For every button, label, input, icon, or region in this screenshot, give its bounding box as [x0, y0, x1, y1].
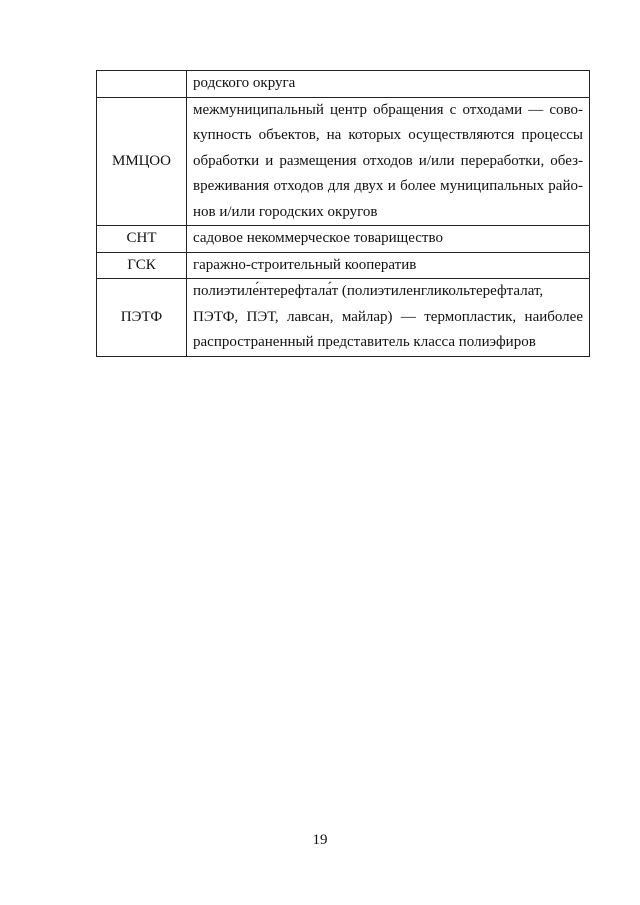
page-number: 19: [312, 832, 328, 848]
abbreviations-table: [96, 70, 590, 357]
definition-line: полиэтиле́нтерефтала́т (полиэтиленгликольтерефталат,: [193, 283, 544, 299]
table-row: [97, 97, 590, 226]
term-cell: ГСК: [97, 252, 187, 279]
definition-cell: [187, 226, 590, 253]
table-row: [97, 226, 590, 253]
definition-line: купность объектов, на которых осуществляются процессы: [193, 127, 583, 143]
definition-cell: [187, 252, 590, 279]
definition-line: садовое некоммерческое товарищество: [193, 230, 443, 246]
table-row: [97, 71, 590, 98]
definition-line: родского округа: [193, 75, 296, 91]
term-cell: СНТ: [97, 226, 187, 253]
term-cell: ММЦОО: [97, 97, 187, 226]
definition-line: нов и/или городских округов: [193, 203, 378, 220]
definition-line: межмуниципальный центр обращения с отходами — сово-: [193, 101, 583, 118]
definition-cell: [187, 71, 590, 98]
definition-line: вреживания отходов для двух и более муниципальных райо-: [193, 178, 583, 194]
definition-line: распространенный представитель класса полиэфиров: [193, 334, 536, 350]
table-row: [97, 279, 590, 357]
term-cell: ПЭТФ: [97, 279, 187, 357]
definition-line: обработки и размещения отходов и/или переработки, обез-: [193, 152, 583, 169]
term-cell: [97, 71, 187, 98]
table-row: [97, 252, 590, 279]
definition-line: гаражно-строительный кооператив: [193, 256, 417, 273]
definition-line: ПЭТФ, ПЭТ, лавсан, майлар) — термопластик, наиболее: [193, 308, 583, 325]
definition-cell: [187, 279, 590, 357]
definition-cell: [187, 97, 590, 226]
